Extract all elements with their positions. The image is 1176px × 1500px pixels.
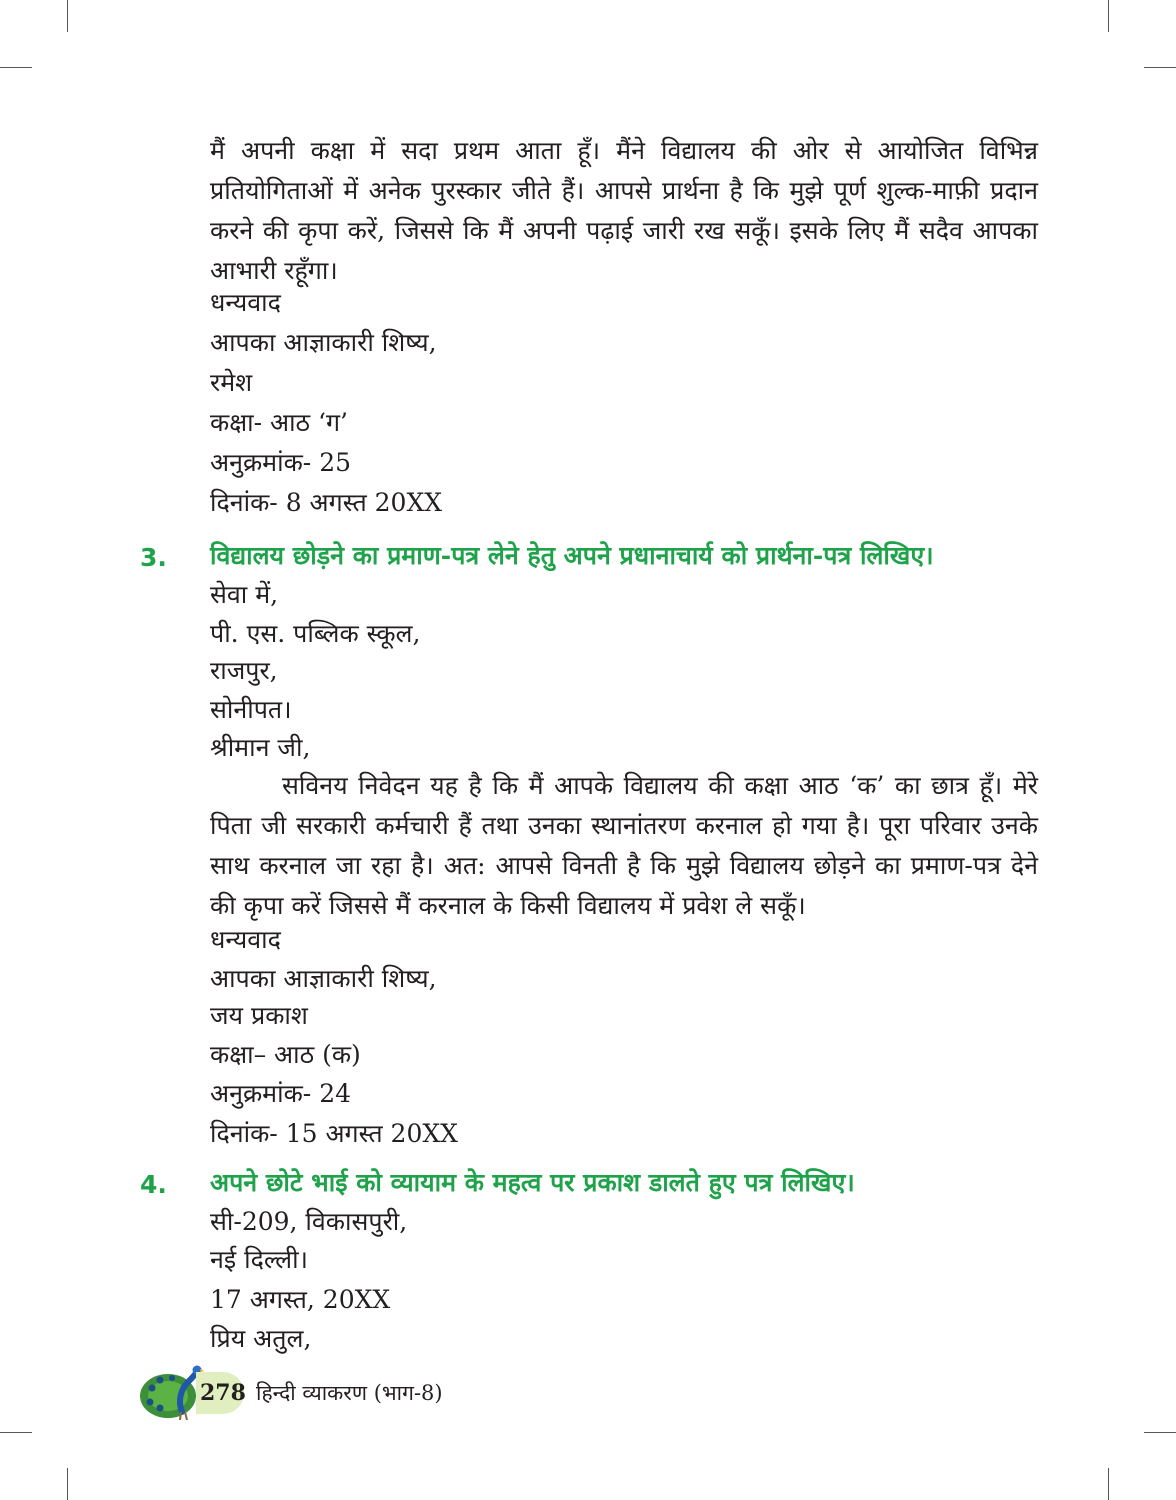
question-heading: अपने छोटे भाई को व्यायाम के महत्व पर प्रकाश डालते हुए पत्र लिखिए। (210, 1168, 855, 1197)
letter-thanks: धन्यवाद (210, 288, 281, 317)
sender-roll: अनुक्रमांक- 24 (210, 1079, 352, 1108)
letter-thanks: धन्यवाद (210, 925, 281, 954)
letter-body: मैं अपनी कक्षा में सदा प्रथम आता हूँ। मैंने विद्यालय की ओर से आयोजित विभिन्न प्रतियोगिताओं में अनेक पुरस्कार जीते हैं। आपसे प्रार्थना है कि मुझे पूर्ण शुल्क-माफ़ी प्रदान करने की कृपा करें, जिससे कि मैं अपनी पढ़ाई जारी रख सकूँ। इसके लिए मैं सदैव आपका आभारी रहूँगा। (210, 136, 1038, 285)
book-title: हिन्दी व्याकरण (भाग-8) (256, 1381, 443, 1405)
salutation: प्रिय अतुल, (210, 1324, 312, 1353)
address-line: नई दिल्ली। (210, 1245, 309, 1274)
letter-body-text: सविनय निवेदन यह है कि मैं आपके विद्यालय की कक्षा आठ ‘क’ का छात्र हूँ। मेरे पिता जी सरकारी कर्मचारी हैं तथा उनका स्थानांतरण करनाल हो गया है। पूरा परिवार उनके साथ करनाल जा रहा है। अत: आपसे विनती है कि मुझे विद्यालय छोड़ने का प्रमाण-पत्र देने की कृपा करें जिससे मैं करनाल के किसी विद्यालय में प्रवेश ले सकूँ। (210, 771, 1038, 920)
letter-closing: आपका आज्ञाकारी शिष्य, (210, 328, 437, 357)
letter-date: दिनांक- 8 अगस्त 20XX (210, 488, 443, 517)
crop-mark (67, 0, 68, 32)
letter-body (210, 766, 1038, 926)
question-heading: विद्यालय छोड़ने का प्रमाण-पत्र लेने हेतु अपने प्रधानाचार्य को प्रार्थना-पत्र लिखिए। (210, 541, 934, 570)
crop-mark (0, 67, 32, 68)
crop-mark (0, 1432, 32, 1433)
sender-name: जय प्रकाश (210, 1001, 308, 1030)
crop-mark (1144, 1432, 1176, 1433)
sender-name: रमेश (210, 368, 253, 397)
recipient-line: सेवा में, (210, 580, 279, 609)
crop-mark (1144, 67, 1176, 68)
address-line: सोनीपत। (210, 695, 292, 724)
sender-roll: अनुक्रमांक- 25 (210, 448, 352, 477)
salutation: श्रीमान जी, (210, 733, 311, 762)
letter-date: 17 अगस्त, 20XX (210, 1285, 391, 1314)
crop-mark (1108, 1468, 1109, 1500)
address-line: पी. एस. पब्लिक स्कूल, (210, 619, 421, 648)
peacock-icon (138, 1362, 204, 1420)
question-number: 3. (140, 543, 167, 572)
sender-class: कक्षा- आठ ‘ग’ (210, 408, 348, 437)
letter-date: दिनांक- 15 अगस्त 20XX (210, 1119, 458, 1148)
page-number: 278 (200, 1380, 246, 1406)
question-number: 4. (140, 1170, 167, 1199)
sender-class: कक्षा– आठ (क) (210, 1040, 361, 1069)
address-line: राजपुर, (210, 656, 278, 685)
crop-mark (1108, 0, 1109, 32)
crop-mark (67, 1468, 68, 1500)
letter-closing: आपका आज्ञाकारी शिष्य, (210, 964, 437, 993)
address-line: सी-209, विकासपुरी, (210, 1207, 408, 1236)
